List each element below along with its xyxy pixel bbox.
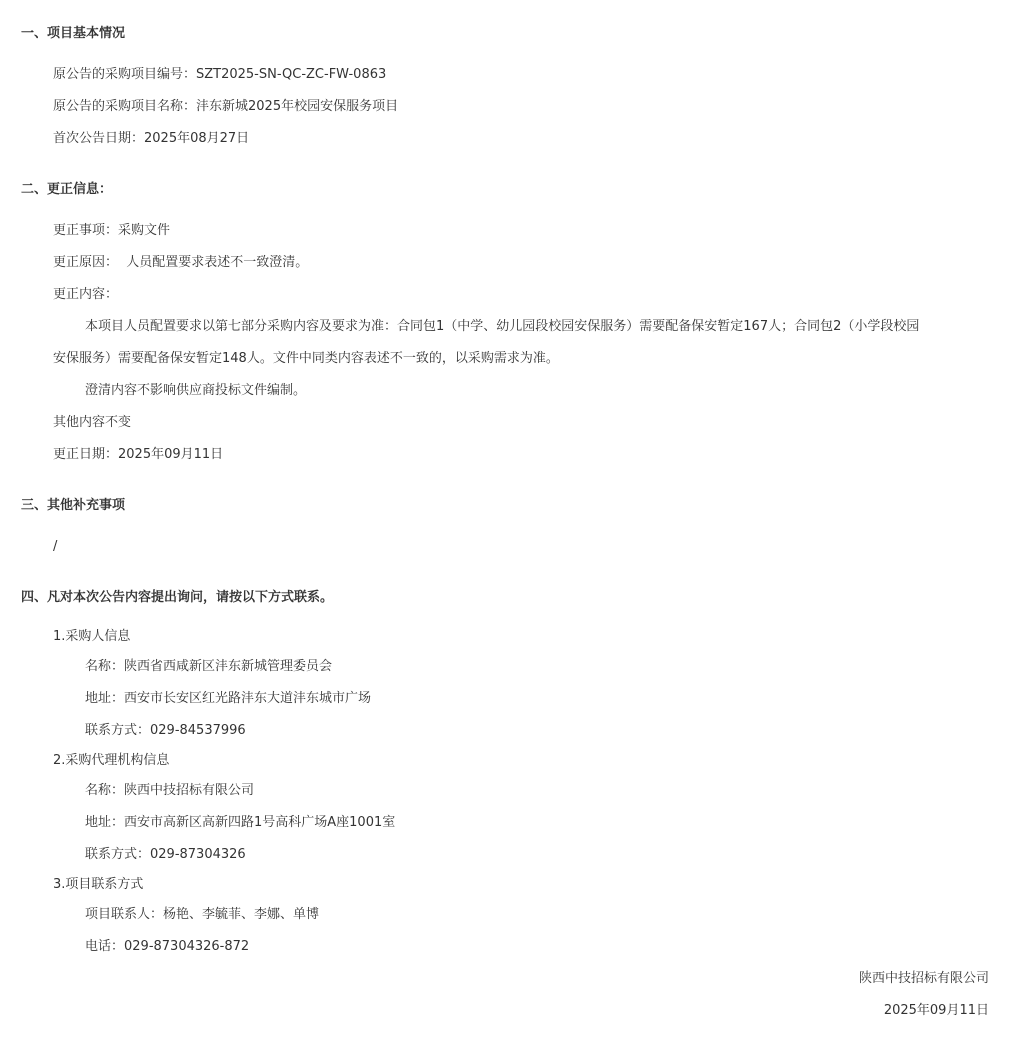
supplementary-content: /	[53, 539, 58, 554]
purchaser-info-title: 1.采购人信息	[53, 629, 131, 644]
correction-item: 更正事项：采购文件	[53, 223, 171, 238]
purchaser-address: 地址：西安市长安区红光路沣东大道沣东城市广场	[85, 691, 372, 706]
purchaser-contact: 联系方式：029-84537996	[85, 723, 246, 738]
project-contact-title: 3.项目联系方式	[53, 877, 144, 892]
first-notice-date: 首次公告日期：2025年08月27日	[53, 131, 250, 146]
footer-date: 2025年09月11日	[883, 1003, 989, 1018]
agency-name: 名称：陕西中技招标有限公司	[85, 783, 255, 798]
project-contact-phone: 电话：029-87304326-872	[85, 939, 250, 954]
correction-date: 更正日期：2025年09月11日	[53, 447, 224, 462]
agency-info-title: 2.采购代理机构信息	[53, 753, 170, 768]
section-heading-contact: 四、凡对本次公告内容提出询问，请按以下方式联系。	[21, 590, 334, 605]
section-heading-correction-info: 二、更正信息：	[21, 182, 113, 197]
footer-company: 陕西中技招标有限公司	[858, 971, 989, 986]
agency-address: 地址：西安市高新区高新四路1号高科广场A座1001室	[85, 815, 396, 830]
correction-content-label: 更正内容：	[53, 287, 119, 302]
section-heading-supplementary: 三、其他补充事项	[21, 498, 126, 513]
clarification-note: 澄清内容不影响供应商投标文件编制。	[85, 383, 307, 398]
original-project-number: 原公告的采购项目编号：SZT2025-SN-QC-ZC-FW-0863	[53, 67, 387, 82]
correction-reason: 更正原因： 人员配置要求表述不一致澄清。	[53, 255, 309, 270]
original-project-name: 原公告的采购项目名称：沣东新城2025年校园安保服务项目	[53, 99, 399, 114]
section-heading-basic-info: 一、项目基本情况	[21, 26, 126, 41]
agency-contact: 联系方式：029-87304326	[85, 847, 246, 862]
purchaser-name: 名称：陕西省西咸新区沣东新城管理委员会	[85, 659, 333, 674]
other-content-unchanged: 其他内容不变	[53, 415, 132, 430]
correction-content-paragraph-line1: 本项目人员配置要求以第七部分采购内容及要求为准：合同包1（中学、幼儿园段校园安保服务）需要配备保安暂定167人；合同包2（小学段校园	[85, 319, 920, 334]
project-contact-persons: 项目联系人：杨艳、李毓菲、李娜、单博	[85, 907, 320, 922]
correction-content-paragraph-line2: 安保服务）需要配备保安暂定148人。文件中同类内容表述不一致的，以采购需求为准。	[53, 351, 559, 366]
